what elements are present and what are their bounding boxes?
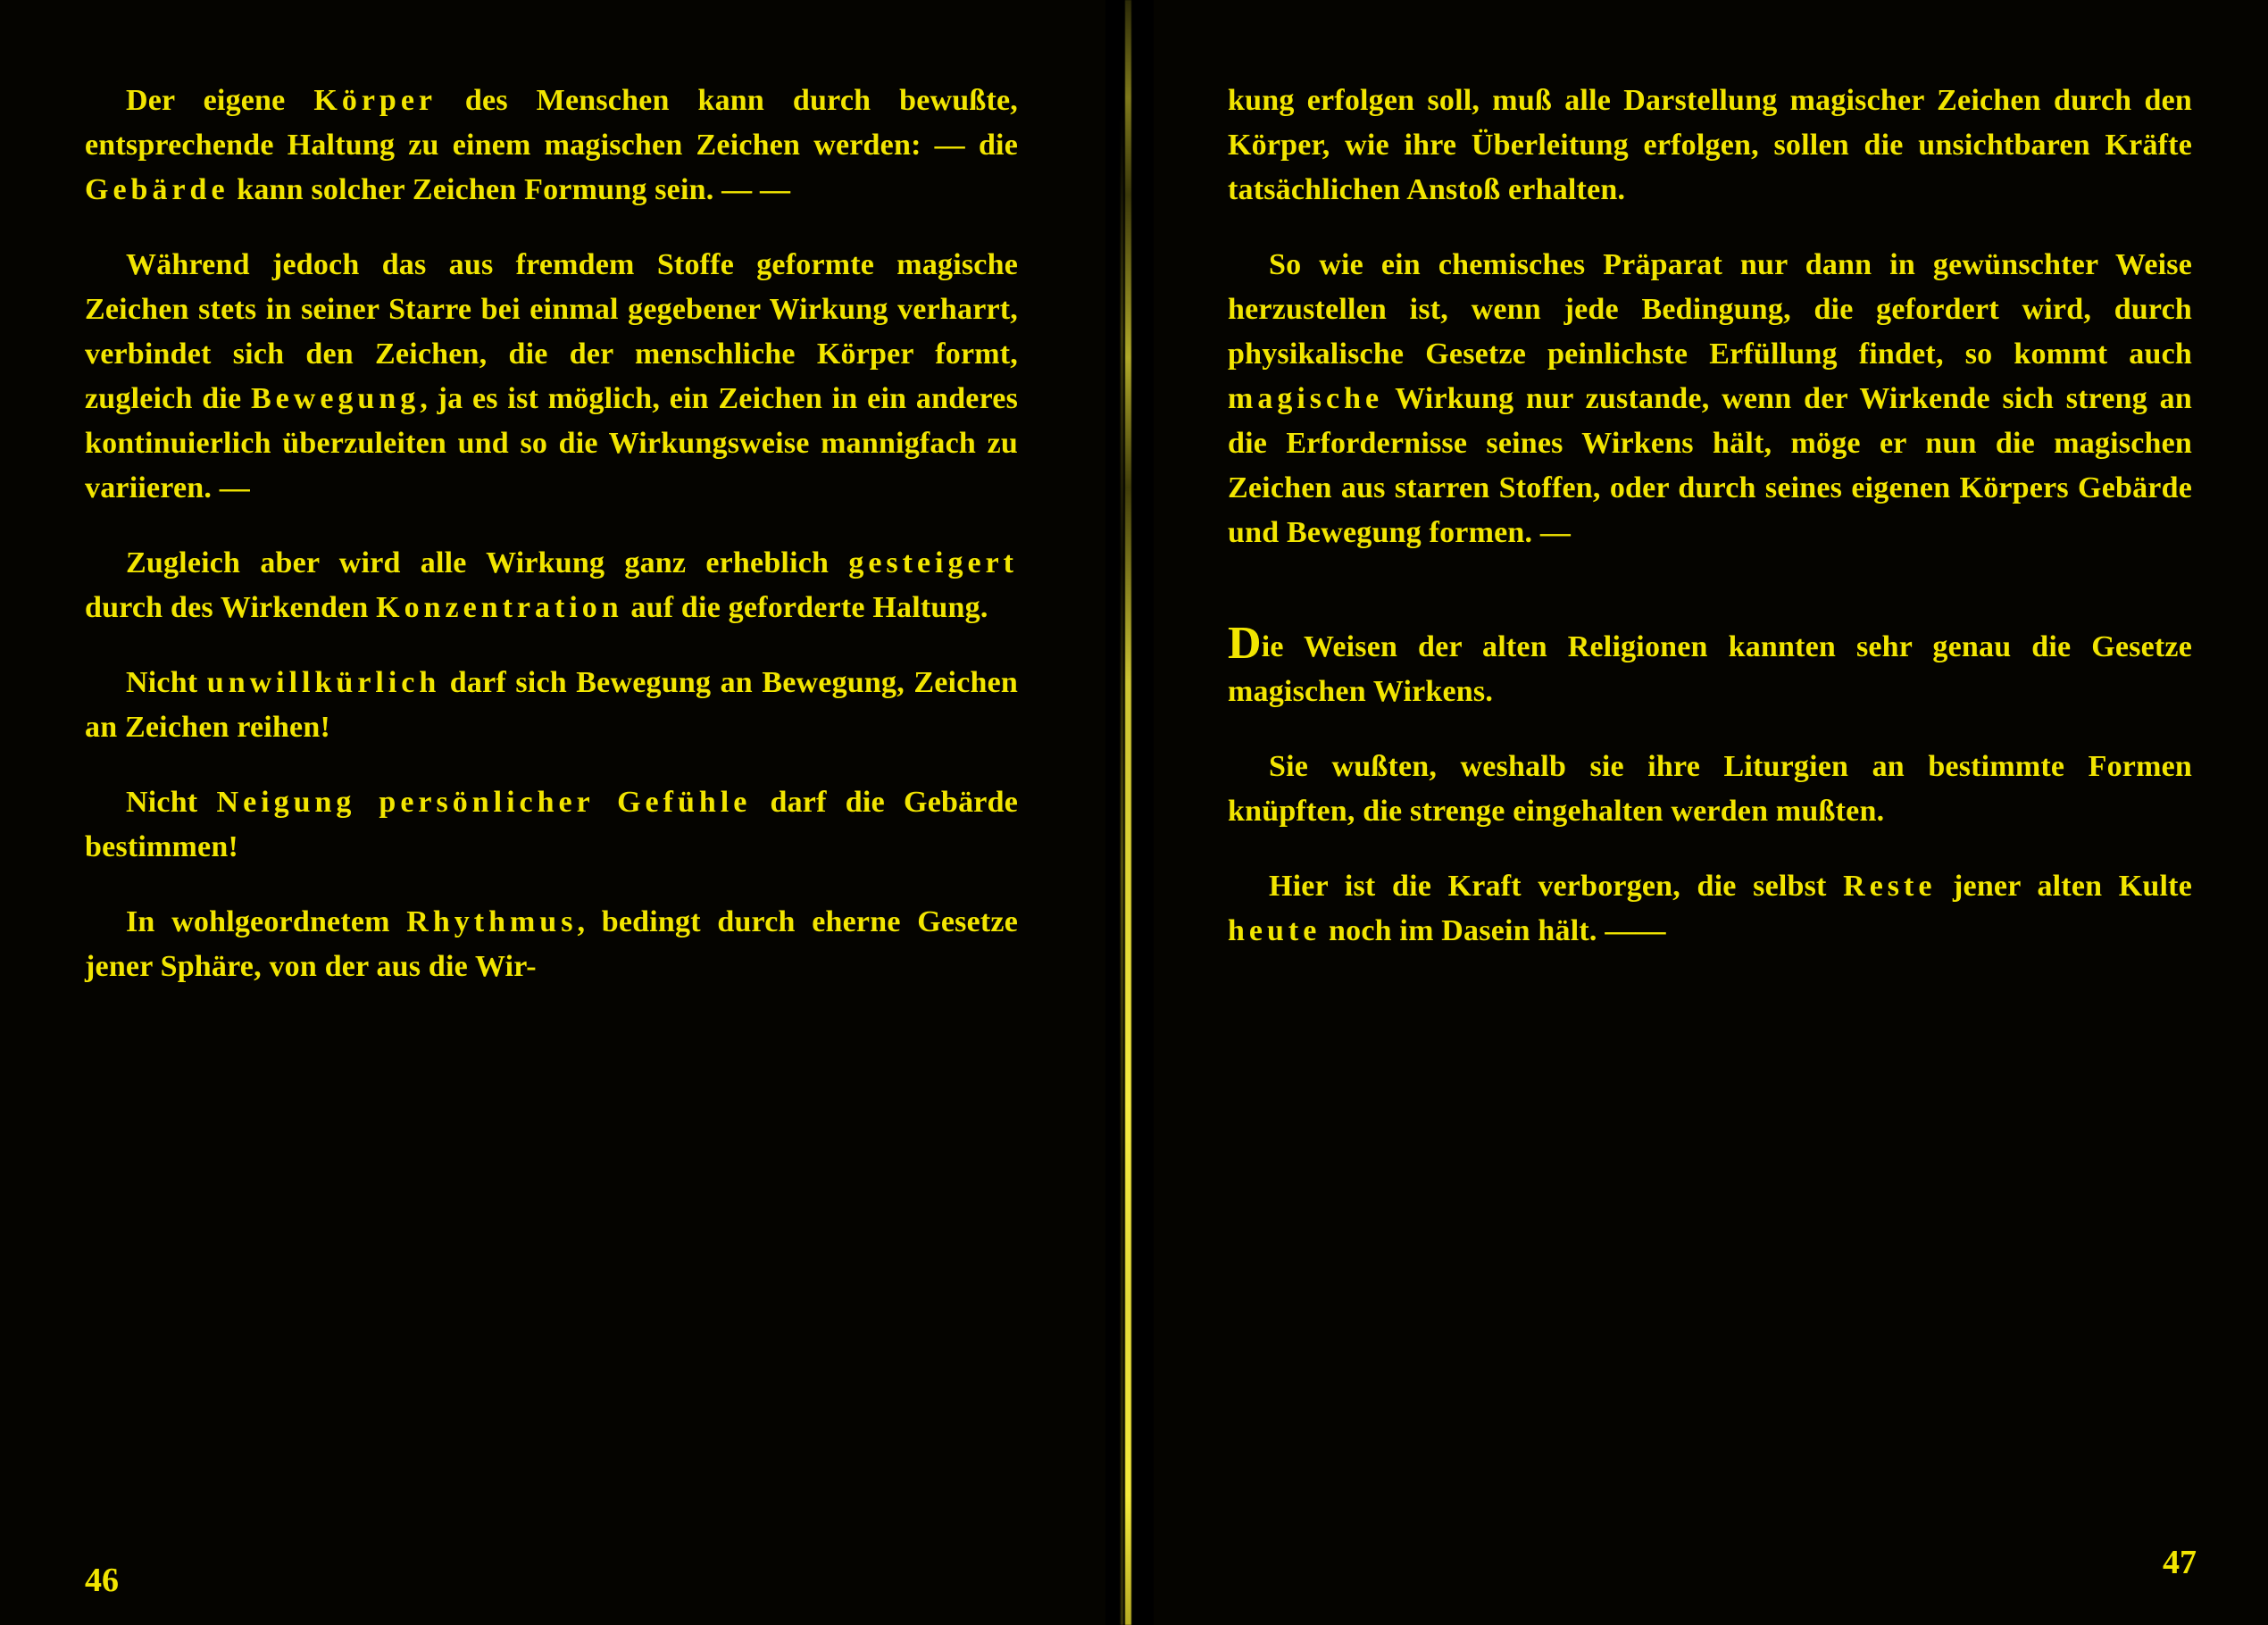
paragraph: [85, 243, 1018, 511]
left-page-body: [85, 79, 1018, 989]
text-run: Zugleich aber wird alle Wirkung ganz erheblich: [126, 546, 849, 579]
letterspaced-emphasis: Körper: [313, 84, 438, 117]
text-run: Sie wußten, weshalb sie ihre Liturgien an bestimmte Formen knüpften, die strenge eingehalten werden mußten.: [1228, 750, 2192, 828]
text-run: kung erfolgen soll, muß alle Darstellung magischer Zeichen durch den Körper, wie ihre Überleitung erfolgen, sollen die unsichtbaren Kräfte tatsächlichen Anstoß erhalten.: [1228, 84, 2192, 206]
paragraph: [1228, 243, 2192, 555]
text-run: kann solcher Zeichen Formung sein. — —: [229, 173, 791, 206]
paragraph: [85, 661, 1018, 750]
letterspaced-emphasis: Reste: [1843, 870, 1937, 903]
book-gutter: [1105, 0, 1154, 1625]
text-run: Hier ist die Kraft verborgen, die selbst: [1269, 870, 1844, 903]
paragraph: [85, 541, 1018, 630]
letterspaced-emphasis: unwillkürlich: [206, 666, 441, 699]
text-run: Wirkung nur zustande, wenn der Wirkende sich streng an die Erfordernisse seines Wirkens hält, möge er nun die magischen Zeichen aus starren Stoffen, oder durch seines eigenen Körpers Gebärde und Bewegung formen. —: [1228, 382, 2192, 549]
text-run: So wie ein chemisches Präparat nur dann in gewünschter Weise herzustellen ist, wenn jede Bedingung, die gefordert wird, durch physikalische Gesetze peinlichste Erfüllung findet, so kommt auch: [1228, 248, 2192, 371]
page-number-right: 47: [2163, 1544, 2197, 1581]
letterspaced-emphasis: heute: [1228, 914, 1322, 947]
text-run: Nicht: [126, 786, 217, 819]
text-run: darf sich Bewegung an Bewegung, Zeichen an Zeichen reihen!: [85, 666, 1018, 744]
letterspaced-emphasis: Gebärde: [85, 173, 229, 206]
text-run: Während jedoch das aus fremdem Stoffe geformte magische Zeichen stets in seiner Starre bei einmal gegebener Wirkung verharrt, verbindet sich den Zeichen, die der menschliche Körper formt, zugleich die: [85, 248, 1018, 415]
text-run: jener alten Kulte: [1936, 870, 2192, 903]
right-page-text-column: [1152, 0, 2268, 1625]
text-run: , bedingt durch eherne Gesetze jener Sphäre, von der aus die Wir-: [85, 905, 1018, 983]
paragraph: [1228, 745, 2192, 834]
left-page-text-column: [0, 0, 1116, 1625]
paragraph: [85, 79, 1018, 212]
section-spacer: [1228, 586, 2192, 625]
drop-cap: D: [1228, 618, 1262, 669]
paragraph: [1228, 79, 2192, 212]
text-run: ie Weisen der alten Religionen kannten sehr genau die Gesetze magischen Wirkens.: [1228, 630, 2192, 708]
text-run: des Menschen kann durch bewußte, entsprechende Haltung zu einem magischen Zeichen werden: — die: [85, 84, 1019, 162]
text-run: darf die Gebärde bestimmen!: [85, 786, 1018, 863]
paragraph: [85, 900, 1018, 989]
text-run: Der eigene: [126, 84, 314, 117]
letterspaced-emphasis: Konzentration: [376, 591, 623, 624]
text-run: auf die geforderte Haltung.: [622, 591, 988, 624]
text-run: Nicht: [126, 666, 207, 699]
letterspaced-emphasis: Rhythmus: [406, 905, 578, 938]
gutter-seam-highlight: [1125, 0, 1131, 1625]
gutter-seam-secondary: [1121, 107, 1123, 1625]
paragraph: [85, 780, 1018, 870]
text-run: noch im Dasein hält. ——: [1321, 914, 1666, 947]
page-number-left: 46: [85, 1562, 119, 1599]
letterspaced-emphasis: magische: [1228, 382, 1384, 415]
letterspaced-emphasis: gesteigert: [848, 546, 1018, 579]
letterspaced-emphasis: Bewegung: [251, 382, 421, 415]
text-run: In wohlgeordnetem: [126, 905, 407, 938]
text-run: , ja es ist möglich, ein Zeichen in ein anderes kontinuierlich überzuleiten und so die Wirkungsweise mannigfach zu variieren. —: [85, 382, 1018, 504]
paragraph: [1228, 618, 2192, 714]
right-page-body: [1228, 79, 2192, 954]
letterspaced-emphasis: Neigung persönlicher Gefühle: [216, 786, 752, 819]
text-run: durch des Wirkenden: [85, 591, 377, 624]
paragraph: [1228, 864, 2192, 954]
